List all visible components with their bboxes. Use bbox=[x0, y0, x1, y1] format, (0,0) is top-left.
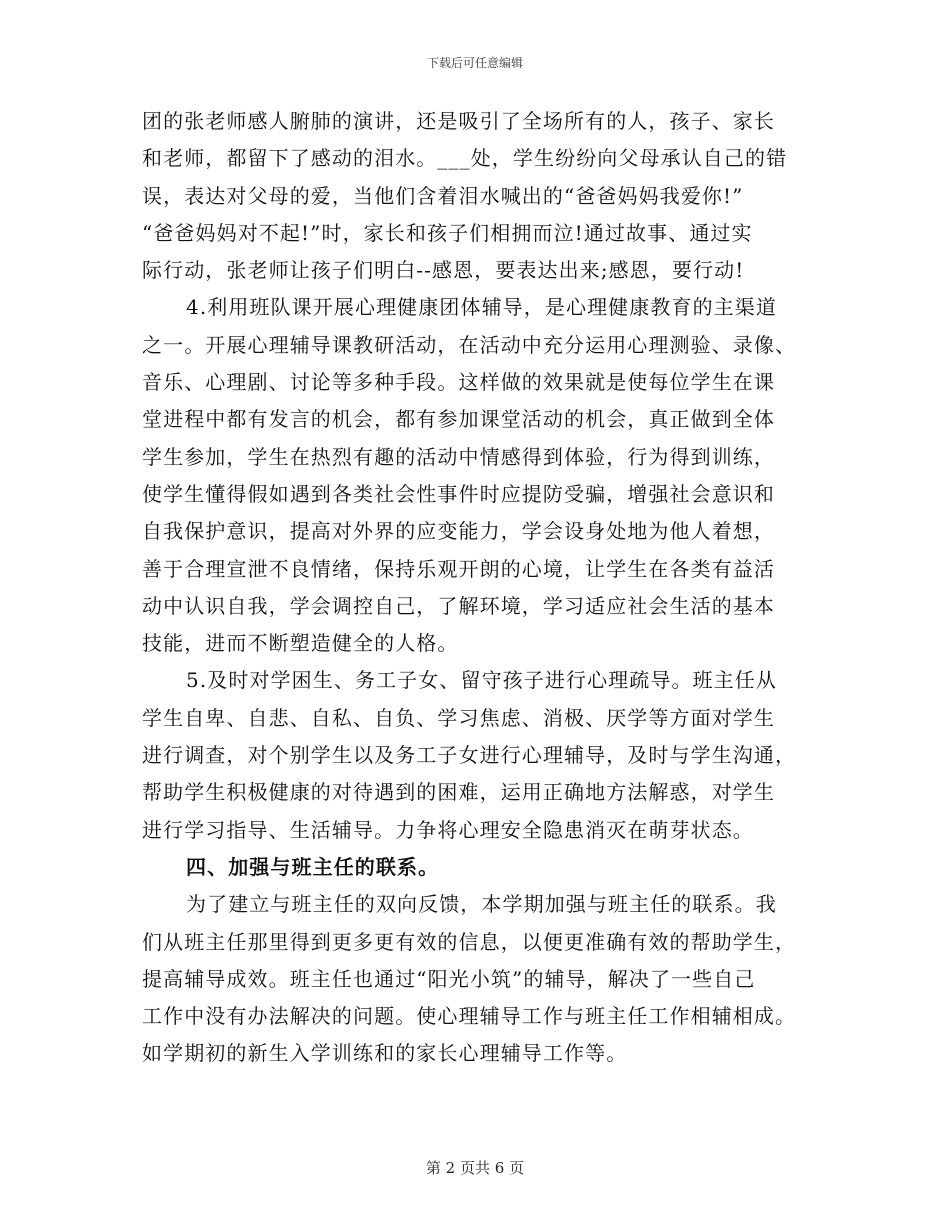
text-line: 如学期初的新生入学训练和的家长心理辅导工作等。 bbox=[142, 1041, 628, 1066]
text-line: 自我保护意识，提高对外界的应变能力，学会设身处地为他人着想， bbox=[142, 519, 775, 544]
text-line: 团的张老师感人腑肺的演讲，还是吸引了全场所有的人，孩子、家长 bbox=[142, 109, 775, 133]
text-line: 进行调查，对个别学生以及务工子女进行心理辅导，及时与学生沟通， bbox=[142, 743, 797, 768]
section-heading: 四、加强与班主任的联系。 bbox=[186, 854, 440, 879]
text-line: 动中认识自我，学会调控自己，了解环境，学习适应社会生活的基本 bbox=[142, 593, 775, 618]
text-line: 进行学习指导、生活辅导。力争将心理安全隐患消灭在萌芽状态。 bbox=[142, 817, 754, 842]
text-line: 之一。开展心理辅导课教研活动，在活动中充分运用心理测验、录像、 bbox=[142, 332, 797, 357]
paragraph-start-line: 5.及时对学困生、务工子女、留守孩子进行心理疏导。班主任从 bbox=[186, 668, 777, 693]
document-body bbox=[142, 103, 822, 1073]
text-line: 堂进程中都有发言的机会，都有参加课堂活动的机会，真正做到全体 bbox=[142, 407, 775, 432]
text-line: 工作中没有办法解决的问题。使心理辅导工作与班主任工作相辅相成。 bbox=[142, 1004, 797, 1029]
text-line: 学生自卑、自悲、自私、自负、学习焦虑、消极、厌学等方面对学生 bbox=[142, 705, 775, 730]
text-line: 使学生懂得假如遇到各类社会性事件时应提防受骗，增强社会意识和 bbox=[142, 481, 775, 506]
text-line: 提高辅导成效。班主任也通过“阳光小筑”的辅导，解决了一些自己 bbox=[142, 966, 756, 991]
paragraph-start-line: 为了建立与班主任的双向反馈，本学期加强与班主任的联系。我 bbox=[186, 892, 777, 917]
text-line: 技能，进而不断塑造健全的人格。 bbox=[142, 631, 459, 656]
text-line: 误，表达对父母的爱，当他们含着泪水喊出的“爸爸妈妈我爱你!” bbox=[142, 183, 744, 208]
text-line: 学生参加，学生在热烈有趣的活动中情感得到体验，行为得到训练， bbox=[142, 444, 775, 469]
page-header: 下载后可任意编辑 bbox=[426, 56, 523, 70]
text-line: 们从班主任那里得到更多更有效的信息，以便更准确有效的帮助学生， bbox=[142, 929, 797, 954]
text-line: 际行动，张老师让孩子们明白--感恩，要表达出来;感恩，要行动! bbox=[142, 258, 745, 283]
text-line: “爸爸妈妈对不起!”时，家长和孩子们相拥而泣!通过故事、通过实 bbox=[142, 220, 753, 245]
text-line: 帮助学生积极健康的对待遇到的困难，运用正确地方法解惑，对学生 bbox=[142, 780, 775, 805]
paragraph-start-line: 4.利用班队课开展心理健康团体辅导，是心理健康教育的主渠道 bbox=[186, 295, 777, 320]
text-line: 和老师，都留下了感动的泪水。___处，学生纷纷向父母承认自己的错 bbox=[142, 146, 788, 171]
text-line: 善于合理宣泄不良情绪，保持乐观开朗的心境，让学生在各类有益活 bbox=[142, 556, 775, 581]
text-line: 音乐、心理剧、讨论等多种手段。这样做的效果就是使每位学生在课 bbox=[142, 370, 775, 395]
page-footer: 第 2 页共 6 页 bbox=[425, 1159, 525, 1177]
